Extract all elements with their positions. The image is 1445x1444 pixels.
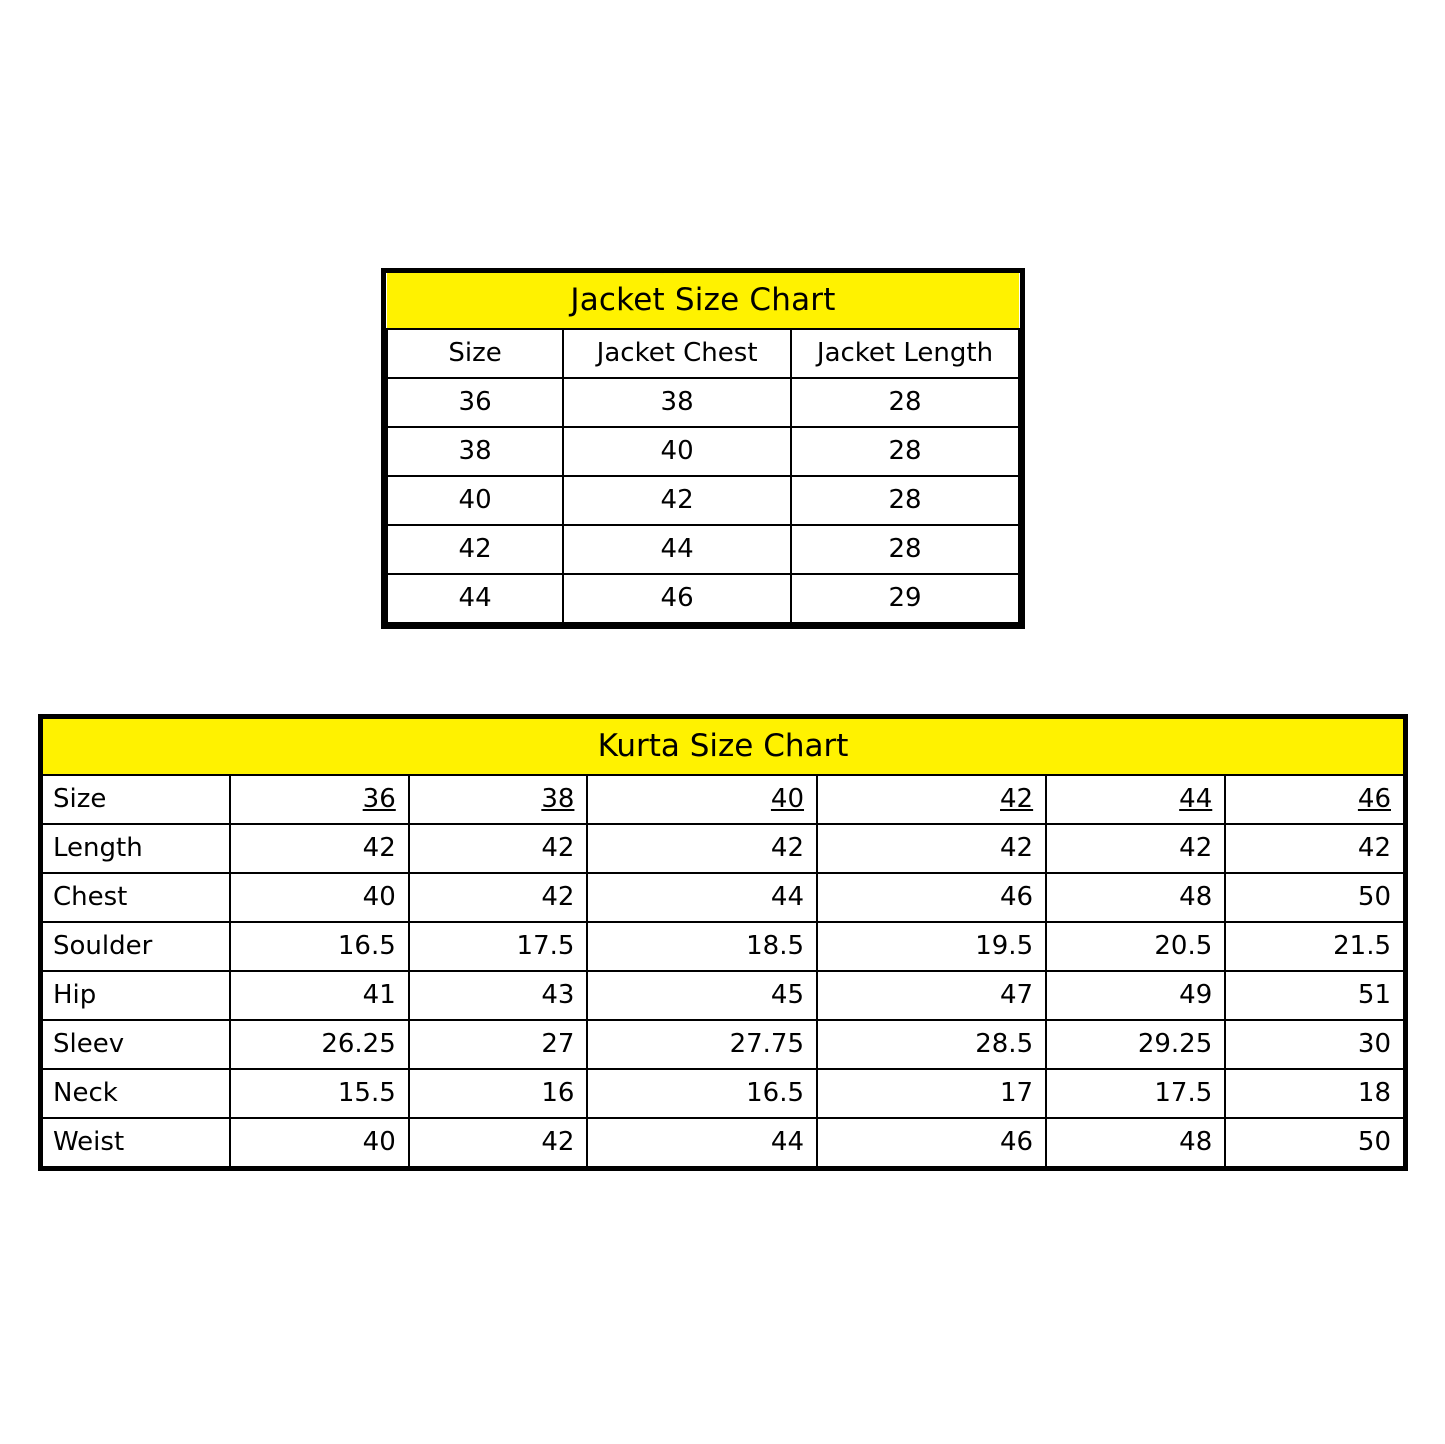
kurta-row-label: Neck: [43, 1069, 230, 1118]
kurta-size-chart: [38, 714, 1408, 1171]
kurta-cell: 40: [230, 873, 409, 922]
kurta-cell: 48: [1046, 873, 1225, 922]
kurta-row-label: Sleev: [43, 1020, 230, 1069]
kurta-cell: 18: [1225, 1069, 1403, 1118]
kurta-cell: 43: [409, 971, 588, 1020]
kurta-cell: 17.5: [409, 922, 588, 971]
kurta-cell: 20.5: [1046, 922, 1225, 971]
kurta-title-row: [43, 719, 1403, 775]
kurta-header-size-46: 46: [1225, 775, 1403, 824]
table-row: [387, 476, 1019, 525]
kurta-cell: 42: [409, 824, 588, 873]
kurta-row-label: Soulder: [43, 922, 230, 971]
kurta-size-table: [43, 719, 1403, 1166]
jacket-header-row: [387, 329, 1019, 378]
kurta-header-row: [43, 775, 1403, 824]
kurta-cell: 41: [230, 971, 409, 1020]
kurta-cell: 51: [1225, 971, 1403, 1020]
jacket-cell-size: 44: [387, 574, 563, 623]
jacket-cell-size: 38: [387, 427, 563, 476]
kurta-cell: 50: [1225, 1118, 1403, 1166]
kurta-cell: 49: [1046, 971, 1225, 1020]
jacket-cell-size: 40: [387, 476, 563, 525]
kurta-row-label: Chest: [43, 873, 230, 922]
table-row: [43, 873, 1403, 922]
kurta-cell: 47: [817, 971, 1046, 1020]
jacket-title-row: [387, 273, 1019, 329]
table-row: [387, 378, 1019, 427]
kurta-cell: 16.5: [230, 922, 409, 971]
jacket-size-table: [386, 273, 1020, 624]
kurta-cell: 42: [817, 824, 1046, 873]
table-row: [387, 525, 1019, 574]
kurta-header-size-40: 40: [587, 775, 817, 824]
kurta-row-label: Length: [43, 824, 230, 873]
kurta-cell: 18.5: [587, 922, 817, 971]
kurta-chart-title: Kurta Size Chart: [43, 719, 1403, 775]
kurta-cell: 30: [1225, 1020, 1403, 1069]
kurta-cell: 16: [409, 1069, 588, 1118]
table-row: [43, 1118, 1403, 1166]
kurta-cell: 16.5: [587, 1069, 817, 1118]
table-row: [43, 971, 1403, 1020]
kurta-cell: 40: [230, 1118, 409, 1166]
jacket-cell-length: 28: [791, 525, 1019, 574]
table-row: [387, 427, 1019, 476]
jacket-cell-chest: 44: [563, 525, 791, 574]
kurta-header-label: Size: [43, 775, 230, 824]
kurta-cell: 17: [817, 1069, 1046, 1118]
kurta-cell: 42: [409, 1118, 588, 1166]
kurta-cell: 15.5: [230, 1069, 409, 1118]
jacket-cell-length: 28: [791, 378, 1019, 427]
kurta-row-label: Hip: [43, 971, 230, 1020]
kurta-cell: 19.5: [817, 922, 1046, 971]
jacket-cell-chest: 46: [563, 574, 791, 623]
jacket-cell-length: 29: [791, 574, 1019, 623]
jacket-cell-size: 36: [387, 378, 563, 427]
kurta-cell: 29.25: [1046, 1020, 1225, 1069]
kurta-cell: 42: [230, 824, 409, 873]
kurta-cell: 27: [409, 1020, 588, 1069]
kurta-cell: 46: [817, 873, 1046, 922]
kurta-cell: 17.5: [1046, 1069, 1225, 1118]
kurta-cell: 28.5: [817, 1020, 1046, 1069]
jacket-cell-chest: 38: [563, 378, 791, 427]
kurta-cell: 48: [1046, 1118, 1225, 1166]
kurta-header-size-42: 42: [817, 775, 1046, 824]
jacket-cell-length: 28: [791, 427, 1019, 476]
kurta-header-size-36: 36: [230, 775, 409, 824]
kurta-cell: 50: [1225, 873, 1403, 922]
table-row: [43, 1020, 1403, 1069]
table-row: [387, 574, 1019, 623]
kurta-cell: 42: [409, 873, 588, 922]
kurta-cell: 46: [817, 1118, 1046, 1166]
kurta-cell: 21.5: [1225, 922, 1403, 971]
jacket-chart-title: Jacket Size Chart: [387, 273, 1019, 329]
kurta-cell: 42: [1046, 824, 1225, 873]
kurta-header-size-44: 44: [1046, 775, 1225, 824]
jacket-header-length: Jacket Length: [791, 329, 1019, 378]
kurta-cell: 44: [587, 1118, 817, 1166]
kurta-cell: 45: [587, 971, 817, 1020]
kurta-cell: 26.25: [230, 1020, 409, 1069]
kurta-header-size-38: 38: [409, 775, 588, 824]
table-row: [43, 824, 1403, 873]
jacket-size-chart: [381, 268, 1025, 629]
kurta-cell: 42: [1225, 824, 1403, 873]
kurta-row-label: Weist: [43, 1118, 230, 1166]
jacket-cell-length: 28: [791, 476, 1019, 525]
jacket-cell-size: 42: [387, 525, 563, 574]
jacket-cell-chest: 40: [563, 427, 791, 476]
table-row: [43, 1069, 1403, 1118]
jacket-cell-chest: 42: [563, 476, 791, 525]
table-row: [43, 922, 1403, 971]
jacket-header-size: Size: [387, 329, 563, 378]
kurta-cell: 44: [587, 873, 817, 922]
jacket-header-chest: Jacket Chest: [563, 329, 791, 378]
kurta-cell: 27.75: [587, 1020, 817, 1069]
kurta-cell: 42: [587, 824, 817, 873]
